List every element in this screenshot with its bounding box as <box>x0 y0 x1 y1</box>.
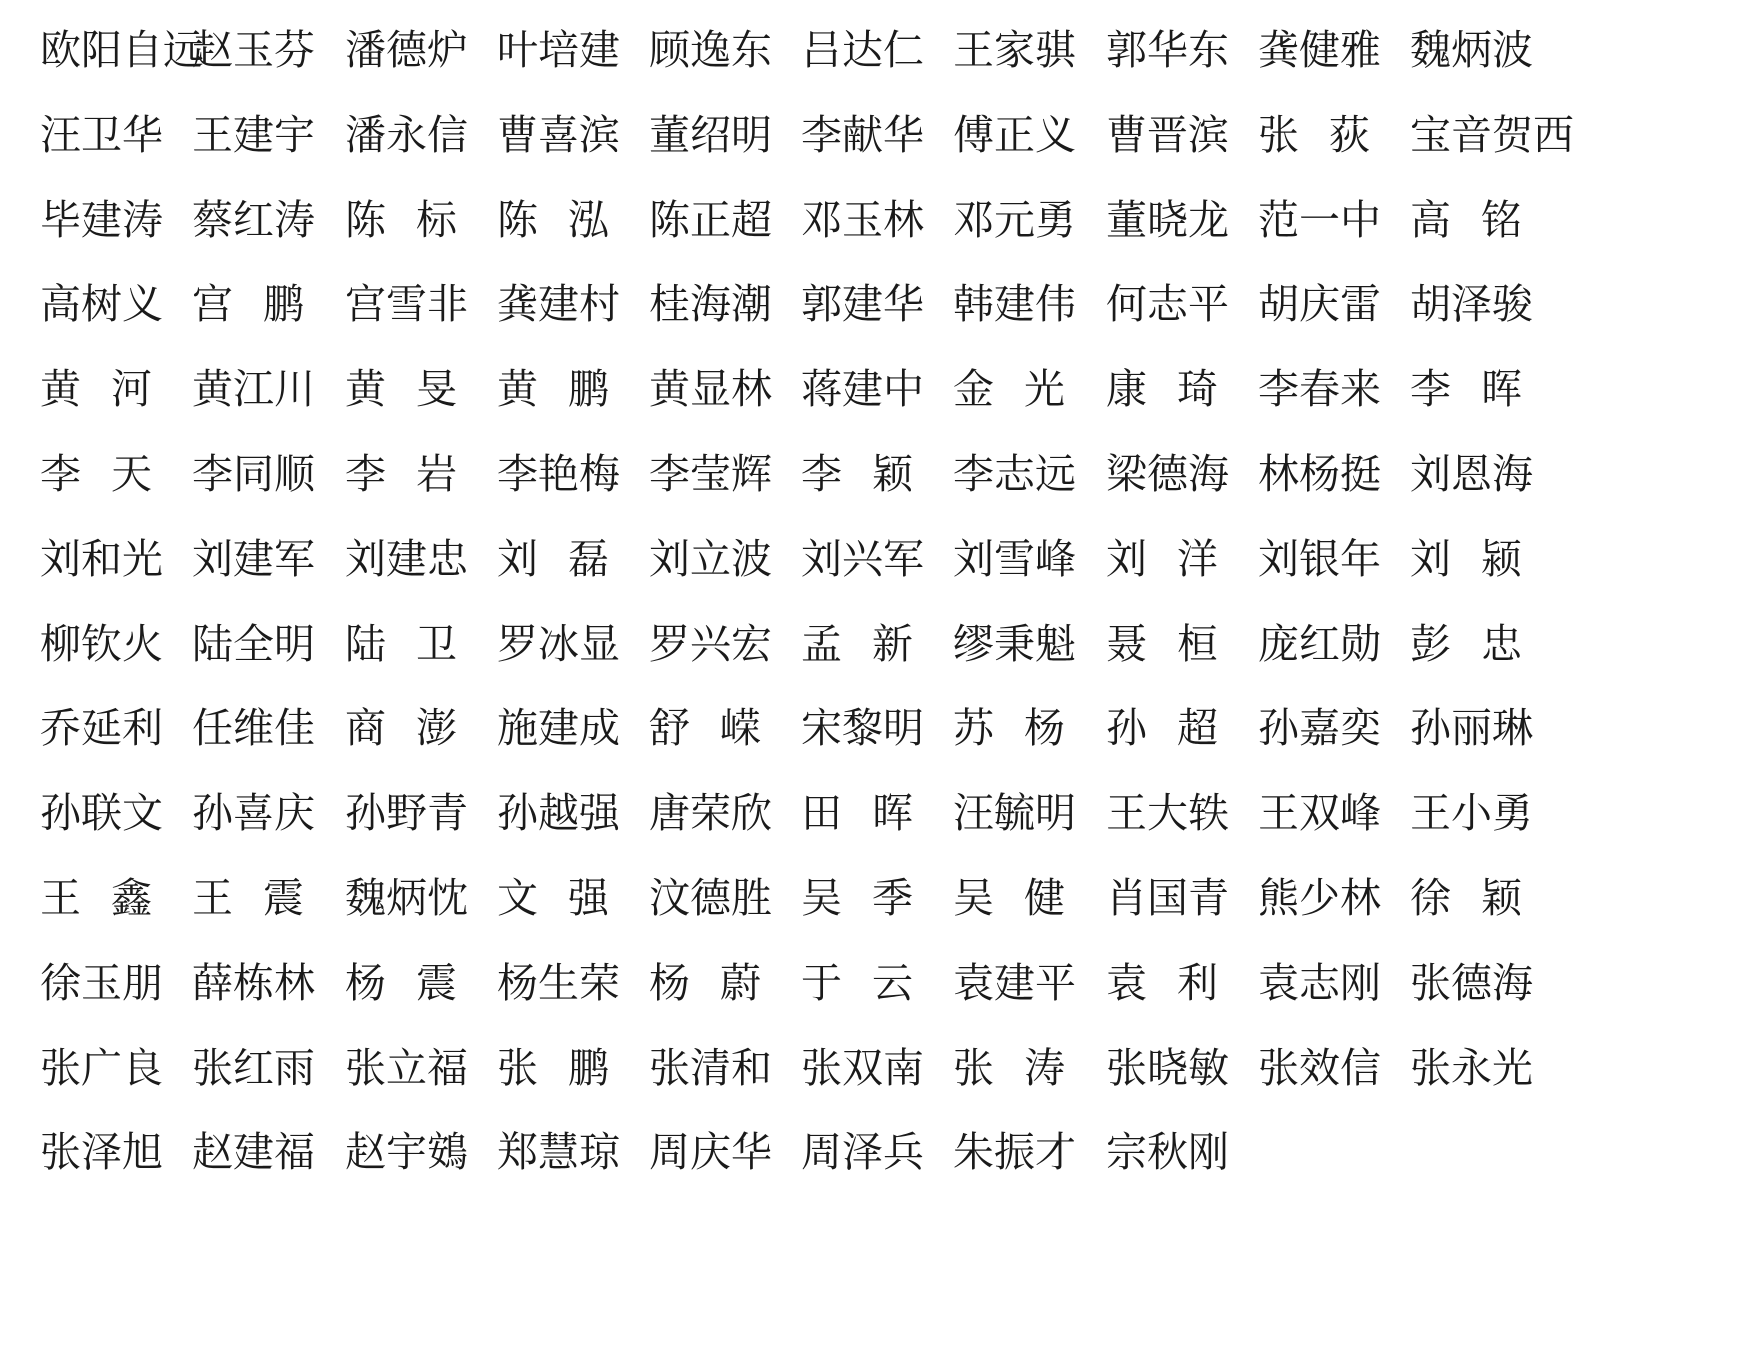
name-entry: 周庆华 <box>649 1128 772 1177</box>
name-row <box>0 438 1758 510</box>
name-char: 铭 <box>1481 195 1522 244</box>
name-char: 鹏 <box>568 1043 609 1092</box>
name-row <box>0 99 1758 171</box>
name-entry: 李春来 <box>1258 365 1381 414</box>
name-entry <box>953 862 1065 934</box>
name-entry: 赵建福 <box>192 1128 315 1177</box>
name-entry: 胡庆雷 <box>1258 280 1381 329</box>
name-entry: 肖国青 <box>1106 874 1229 922</box>
name-char: 颍 <box>1481 534 1522 583</box>
name-entry <box>345 184 457 256</box>
name-entry: 赵玉芬 <box>192 26 315 74</box>
name-char: 黄 <box>40 365 81 414</box>
name-char: 利 <box>1177 958 1218 1007</box>
name-entry: 缪秉魁 <box>953 619 1076 668</box>
name-char: 泓 <box>568 195 609 244</box>
name-char: 超 <box>1177 704 1218 753</box>
name-char: 震 <box>416 958 457 1007</box>
name-row <box>0 947 1758 1019</box>
name-entry: 宋黎明 <box>801 704 924 753</box>
name-entry: 施建成 <box>497 704 620 753</box>
name-entry: 孙丽琳 <box>1410 704 1533 753</box>
name-entry <box>1106 692 1218 764</box>
name-entry <box>345 438 457 510</box>
name-entry: 王双峰 <box>1258 789 1381 838</box>
name-entry <box>801 438 913 510</box>
name-entry <box>345 608 457 680</box>
name-entry <box>497 523 609 595</box>
name-entry: 吕达仁 <box>801 26 924 74</box>
name-entry <box>1106 947 1218 1019</box>
name-row <box>0 692 1758 764</box>
name-char: 季 <box>872 874 913 922</box>
name-entry: 李献华 <box>801 110 924 159</box>
name-entry: 罗兴宏 <box>649 619 772 668</box>
name-entry: 张广良 <box>40 1043 163 1092</box>
name-entry <box>953 353 1065 425</box>
name-entry: 宗秋刚 <box>1106 1128 1229 1177</box>
name-entry: 何志平 <box>1106 280 1229 329</box>
name-char: 岩 <box>416 450 457 498</box>
name-char: 李 <box>1410 365 1451 414</box>
name-entry: 李艳梅 <box>497 450 620 498</box>
name-entry: 陆全明 <box>192 619 315 668</box>
name-entry: 邓玉林 <box>801 195 924 244</box>
name-entry <box>953 692 1065 764</box>
name-char: 天 <box>111 450 152 498</box>
name-entry: 熊少林 <box>1258 874 1381 922</box>
name-entry: 潘德炉 <box>345 26 468 74</box>
name-entry: 蒋建中 <box>801 365 924 414</box>
name-entry: 张清和 <box>649 1043 772 1092</box>
name-entry: 桂海潮 <box>649 280 772 329</box>
name-entry: 孙联文 <box>40 789 163 838</box>
name-char: 金 <box>953 365 994 414</box>
name-char: 商 <box>345 704 386 753</box>
name-char: 忠 <box>1481 619 1522 668</box>
name-row <box>0 1032 1758 1104</box>
name-entry: 孙喜庆 <box>192 789 315 838</box>
name-entry: 孙嘉奕 <box>1258 704 1381 753</box>
name-char: 李 <box>40 450 81 498</box>
name-entry <box>497 862 609 934</box>
name-row <box>0 523 1758 595</box>
name-entry: 董绍明 <box>649 110 772 159</box>
name-char: 刘 <box>1410 534 1451 583</box>
name-entry: 蔡红涛 <box>192 195 315 244</box>
name-entry <box>345 692 457 764</box>
name-char: 康 <box>1106 365 1147 414</box>
name-entry: 宫雪非 <box>345 280 468 329</box>
name-entry <box>801 777 913 849</box>
name-char: 河 <box>111 365 152 414</box>
name-char: 刘 <box>1106 534 1147 583</box>
name-entry: 袁志刚 <box>1258 958 1381 1007</box>
name-char: 田 <box>801 789 842 838</box>
name-entry: 刘恩海 <box>1410 450 1533 498</box>
name-char: 袁 <box>1106 958 1147 1007</box>
name-entry <box>40 862 152 934</box>
name-entry: 张红雨 <box>192 1043 315 1092</box>
name-entry: 魏炳波 <box>1410 26 1533 74</box>
name-entry: 王小勇 <box>1410 789 1533 838</box>
name-char: 涛 <box>1024 1043 1065 1092</box>
name-char: 鑫 <box>111 874 152 922</box>
name-char: 李 <box>801 450 842 498</box>
name-entry: 傅正义 <box>953 110 1076 159</box>
name-entry <box>345 353 457 425</box>
name-entry: 王大轶 <box>1106 789 1229 838</box>
name-entry: 董晓龙 <box>1106 195 1229 244</box>
name-entry <box>40 353 152 425</box>
name-entry <box>497 1032 609 1104</box>
name-char: 黄 <box>345 365 386 414</box>
name-char: 洋 <box>1177 534 1218 583</box>
name-entry: 唐荣欣 <box>649 789 772 838</box>
name-entry: 薛栋林 <box>192 958 315 1007</box>
name-entry: 刘建军 <box>192 534 315 583</box>
name-char: 陈 <box>345 195 386 244</box>
name-char: 苏 <box>953 704 994 753</box>
name-char: 嵘 <box>720 704 761 753</box>
name-entry <box>801 862 913 934</box>
name-char: 彭 <box>1410 619 1451 668</box>
name-entry: 李莹辉 <box>649 450 772 498</box>
name-char: 于 <box>801 958 842 1007</box>
name-entry: 杨生荣 <box>497 958 620 1007</box>
name-char: 黄 <box>497 365 538 414</box>
name-row <box>0 268 1758 340</box>
name-char: 震 <box>263 874 304 922</box>
name-entry: 刘建忠 <box>345 534 468 583</box>
name-char: 鹏 <box>263 280 304 329</box>
name-char: 强 <box>568 874 609 922</box>
name-entry: 张效信 <box>1258 1043 1381 1092</box>
name-char: 蔚 <box>720 958 761 1007</box>
name-entry: 刘兴军 <box>801 534 924 583</box>
name-char: 陈 <box>497 195 538 244</box>
name-row <box>0 353 1758 425</box>
name-entry <box>192 268 304 340</box>
name-char: 澎 <box>416 704 457 753</box>
name-char: 桓 <box>1177 619 1218 668</box>
name-entry: 朱振才 <box>953 1128 1076 1177</box>
name-char: 杨 <box>1024 704 1065 753</box>
name-entry: 汪毓明 <box>953 789 1076 838</box>
name-entry: 胡泽骏 <box>1410 280 1533 329</box>
name-entry: 张德海 <box>1410 958 1533 1007</box>
name-entry: 曹晋滨 <box>1106 110 1229 159</box>
name-char: 陆 <box>345 619 386 668</box>
name-entry: 周泽兵 <box>801 1128 924 1177</box>
name-entry <box>953 1032 1065 1104</box>
name-entry: 龚健雅 <box>1258 26 1381 74</box>
name-row <box>0 608 1758 680</box>
name-entry <box>1106 608 1218 680</box>
name-entry: 曹喜滨 <box>497 110 620 159</box>
name-entry <box>801 608 913 680</box>
name-entry: 郭建华 <box>801 280 924 329</box>
name-entry: 陈正超 <box>649 195 772 244</box>
name-entry: 高树义 <box>40 280 163 329</box>
name-entry <box>1410 523 1522 595</box>
name-row <box>0 184 1758 256</box>
name-entry: 刘银年 <box>1258 534 1381 583</box>
name-entry: 徐玉朋 <box>40 958 163 1007</box>
name-char: 聂 <box>1106 619 1147 668</box>
name-entry: 郭华东 <box>1106 26 1229 74</box>
name-entry: 袁建平 <box>953 958 1076 1007</box>
name-entry: 柳钦火 <box>40 619 163 668</box>
name-row <box>0 14 1758 86</box>
name-char: 孙 <box>1106 704 1147 753</box>
name-entry: 刘和光 <box>40 534 163 583</box>
name-entry: 邓元勇 <box>953 195 1076 244</box>
name-entry <box>1410 184 1522 256</box>
name-entry <box>1410 862 1522 934</box>
name-char: 荻 <box>1329 110 1370 159</box>
name-row <box>0 777 1758 849</box>
name-char: 杨 <box>649 958 690 1007</box>
name-entry: 张双南 <box>801 1043 924 1092</box>
name-char: 王 <box>192 874 233 922</box>
name-char: 颖 <box>872 450 913 498</box>
name-entry: 孙越强 <box>497 789 620 838</box>
name-entry: 顾逸东 <box>649 26 772 74</box>
name-entry: 宝音贺西 <box>1410 110 1574 159</box>
name-entry: 张泽旭 <box>40 1128 163 1177</box>
name-row <box>0 1116 1758 1188</box>
name-char: 宫 <box>192 280 233 329</box>
name-char: 文 <box>497 874 538 922</box>
name-char: 琦 <box>1177 365 1218 414</box>
name-char: 鹏 <box>568 365 609 414</box>
name-entry: 罗冰显 <box>497 619 620 668</box>
name-entry <box>40 438 152 510</box>
name-entry: 韩建伟 <box>953 280 1076 329</box>
name-char: 健 <box>1024 874 1065 922</box>
name-char: 刘 <box>497 534 538 583</box>
name-char: 徐 <box>1410 874 1451 922</box>
name-entry: 刘雪峰 <box>953 534 1076 583</box>
name-char: 张 <box>953 1043 994 1092</box>
name-entry <box>192 862 304 934</box>
name-entry: 庞红勋 <box>1258 619 1381 668</box>
name-entry: 汪卫华 <box>40 110 163 159</box>
name-entry: 欧阳自远 <box>40 26 204 74</box>
name-entry: 毕建涛 <box>40 195 163 244</box>
name-entry <box>497 353 609 425</box>
name-entry: 叶培建 <box>497 26 620 74</box>
name-entry: 王家骐 <box>953 26 1076 74</box>
name-char: 王 <box>40 874 81 922</box>
name-char: 磊 <box>568 534 609 583</box>
name-char: 李 <box>345 450 386 498</box>
name-char: 张 <box>1258 110 1299 159</box>
name-char: 卫 <box>416 619 457 668</box>
name-entry <box>1410 353 1522 425</box>
name-entry: 张永光 <box>1410 1043 1533 1092</box>
name-entry: 潘永信 <box>345 110 468 159</box>
name-char: 吴 <box>801 874 842 922</box>
name-entry: 王建宇 <box>192 110 315 159</box>
name-char: 孟 <box>801 619 842 668</box>
name-entry: 龚建村 <box>497 280 620 329</box>
name-entry: 张晓敏 <box>1106 1043 1229 1092</box>
name-entry <box>649 947 761 1019</box>
name-char: 新 <box>872 619 913 668</box>
name-entry: 乔延利 <box>40 704 163 753</box>
name-entry: 李同顺 <box>192 450 315 498</box>
name-entry: 魏炳忱 <box>345 874 468 922</box>
name-entry: 林杨挺 <box>1258 450 1381 498</box>
name-entry <box>497 184 609 256</box>
name-entry: 黄显林 <box>649 365 772 414</box>
name-char: 高 <box>1410 195 1451 244</box>
name-char: 云 <box>872 958 913 1007</box>
name-char: 舒 <box>649 704 690 753</box>
name-char: 晖 <box>872 789 913 838</box>
name-entry <box>649 692 761 764</box>
name-entry: 李志远 <box>953 450 1076 498</box>
name-entry <box>1106 353 1218 425</box>
name-char: 光 <box>1024 365 1065 414</box>
name-char: 吴 <box>953 874 994 922</box>
name-entry: 任维佳 <box>192 704 315 753</box>
name-entry <box>345 947 457 1019</box>
name-char: 标 <box>416 195 457 244</box>
name-entry: 汶德胜 <box>649 874 772 922</box>
name-char: 旻 <box>416 365 457 414</box>
name-char: 杨 <box>345 958 386 1007</box>
name-entry <box>1258 99 1370 171</box>
name-entry: 刘立波 <box>649 534 772 583</box>
name-entry: 郑慧琼 <box>497 1128 620 1177</box>
name-entry <box>1106 523 1218 595</box>
name-entry <box>1410 608 1522 680</box>
name-row <box>0 862 1758 934</box>
name-entry: 张立福 <box>345 1043 468 1092</box>
name-entry: 黄江川 <box>192 365 315 414</box>
name-char: 晖 <box>1481 365 1522 414</box>
name-char: 张 <box>497 1043 538 1092</box>
name-entry <box>801 947 913 1019</box>
name-entry: 范一中 <box>1258 195 1381 244</box>
name-entry: 赵宇鴳 <box>345 1128 468 1177</box>
name-entry: 孙野青 <box>345 789 468 838</box>
name-char: 颖 <box>1481 874 1522 922</box>
name-entry: 梁德海 <box>1106 450 1229 498</box>
